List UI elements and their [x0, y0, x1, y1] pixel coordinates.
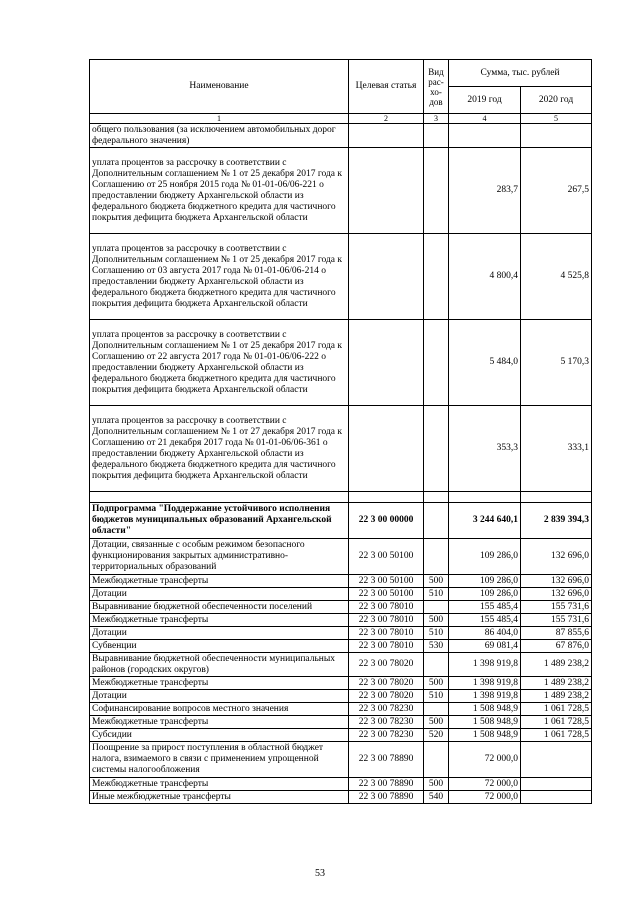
row-expense-type: 500 — [424, 778, 449, 791]
row-sum-2020: 333,1 — [521, 406, 592, 492]
row-target-article: 22 3 00 78890 — [349, 742, 424, 778]
row-expense-type — [424, 503, 449, 539]
row-sum-2020: 4 525,8 — [521, 234, 592, 320]
table-row — [90, 703, 592, 716]
row-sum-2019: 109 286,0 — [449, 539, 521, 575]
row-target-article: 22 3 00 78230 — [349, 716, 424, 729]
row-sum-2019: 155 485,4 — [449, 614, 521, 627]
row-target-article: 22 3 00 00000 — [349, 503, 424, 539]
row-sum-2019: 109 286,0 — [449, 588, 521, 601]
row-sum-2019: 69 081,4 — [449, 640, 521, 653]
row-name: Дотации — [90, 690, 349, 703]
row-sum-2020: 132 696,0 — [521, 539, 592, 575]
row-sum-2020: 1 061 728,5 — [521, 716, 592, 729]
row-name: Межбюджетные трансферты — [90, 716, 349, 729]
row-sum-2019 — [449, 492, 521, 503]
row-sum-2020: 1 489 238,2 — [521, 677, 592, 690]
row-name: общего пользования (за исключением автомобильных дорог федерального значения) — [90, 124, 349, 148]
row-target-article: 22 3 00 78890 — [349, 791, 424, 804]
row-sum-2020 — [521, 124, 592, 148]
row-sum-2019: 86 404,0 — [449, 627, 521, 640]
row-expense-type — [424, 539, 449, 575]
row-name: Дотации, связанные с особым режимом безопасного функционирования закрытых административно-территориальных образований — [90, 539, 349, 575]
row-name: уплата процентов за рассрочку в соответствии с Дополнительным соглашением № 1 от 25 декабря 2017 года к Соглашению от 03 августа 2017 года № 01-01-06/06-214 о предоставлении бюджету Архангельской области из федерального бюджета бюджетного кредита для частичного покрытия дефицита бюджета Архангельской области — [90, 234, 349, 320]
row-target-article — [349, 234, 424, 320]
row-target-article — [349, 124, 424, 148]
row-target-article: 22 3 00 78010 — [349, 640, 424, 653]
row-expense-type: 510 — [424, 690, 449, 703]
row-target-article: 22 3 00 78020 — [349, 690, 424, 703]
row-expense-type — [424, 492, 449, 503]
row-sum-2019: 155 485,4 — [449, 601, 521, 614]
column-number: 5 — [521, 114, 592, 124]
row-sum-2019: 283,7 — [449, 148, 521, 234]
row-expense-type — [424, 124, 449, 148]
row-sum-2019: 3 244 640,1 — [449, 503, 521, 539]
table-row — [90, 148, 592, 234]
row-sum-2019: 1 508 948,9 — [449, 729, 521, 742]
table-row — [90, 539, 592, 575]
row-sum-2019: 72 000,0 — [449, 778, 521, 791]
table-row — [90, 234, 592, 320]
row-target-article: 22 3 00 50100 — [349, 539, 424, 575]
row-sum-2020: 1 061 728,5 — [521, 729, 592, 742]
table-row — [90, 742, 592, 778]
header-name: Наименование — [90, 60, 349, 114]
row-sum-2020: 67 876,0 — [521, 640, 592, 653]
row-target-article — [349, 406, 424, 492]
row-name: Субвенции — [90, 640, 349, 653]
table-row — [90, 614, 592, 627]
table-row — [90, 627, 592, 640]
table-body — [90, 124, 592, 804]
header-target-article: Целевая статья — [349, 60, 424, 114]
row-expense-type — [424, 601, 449, 614]
row-name: уплата процентов за рассрочку в соответствии с Дополнительным соглашением № 1 от 27 декабря 2017 года к Соглашению от 21 декабря 2017 года № 01-01-06/06-361 о предоставлении бюджету Архангельской области из федерального бюджета бюджетного кредита для частичного покрытия дефицита бюджета Архангельской области — [90, 406, 349, 492]
row-sum-2020: 1 489 238,2 — [521, 690, 592, 703]
row-expense-type — [424, 406, 449, 492]
row-sum-2020: 155 731,6 — [521, 614, 592, 627]
row-sum-2019: 72 000,0 — [449, 742, 521, 778]
row-sum-2020: 5 170,3 — [521, 320, 592, 406]
row-sum-2019: 5 484,0 — [449, 320, 521, 406]
row-expense-type — [424, 653, 449, 677]
column-number: 3 — [424, 114, 449, 124]
row-sum-2019: 1 508 948,9 — [449, 703, 521, 716]
column-number: 2 — [349, 114, 424, 124]
row-sum-2020: 2 839 394,3 — [521, 503, 592, 539]
row-sum-2020: 132 696,0 — [521, 575, 592, 588]
row-name — [90, 492, 349, 503]
table-row — [90, 320, 592, 406]
row-sum-2019: 4 800,4 — [449, 234, 521, 320]
row-name: Межбюджетные трансферты — [90, 614, 349, 627]
row-name: Подпрограмма "Поддержание устойчивого исполнения бюджетов муниципальных образований Архангельской области" — [90, 503, 349, 539]
table-row — [90, 640, 592, 653]
row-expense-type: 500 — [424, 575, 449, 588]
table-row — [90, 791, 592, 804]
row-name: Софинансирование вопросов местного значения — [90, 703, 349, 716]
row-sum-2020 — [521, 791, 592, 804]
row-name: Выравнивание бюджетной обеспеченности поселений — [90, 601, 349, 614]
header-year-2020: 2020 год — [521, 87, 592, 114]
header-sum: Сумма, тыс. рублей — [449, 60, 592, 87]
row-name: уплата процентов за рассрочку в соответствии с Дополнительным соглашением № 1 от 25 декабря 2017 года к Соглашению от 25 ноября 2015 года № 01-01-06/06-221 о предоставлении бюджету Архангельской области из федерального бюджета бюджетного кредита для частичного покрытия дефицита бюджета Архангельской области — [90, 148, 349, 234]
row-name: Дотации — [90, 588, 349, 601]
row-sum-2019: 1 398 919,8 — [449, 677, 521, 690]
row-target-article: 22 3 00 78010 — [349, 614, 424, 627]
row-expense-type — [424, 148, 449, 234]
row-target-article — [349, 148, 424, 234]
row-target-article: 22 3 00 78010 — [349, 601, 424, 614]
row-target-article: 22 3 00 50100 — [349, 575, 424, 588]
row-sum-2019 — [449, 124, 521, 148]
row-target-article: 22 3 00 78020 — [349, 653, 424, 677]
row-sum-2020 — [521, 492, 592, 503]
column-number: 4 — [449, 114, 521, 124]
row-expense-type: 510 — [424, 627, 449, 640]
row-expense-type — [424, 234, 449, 320]
row-name: Выравнивание бюджетной обеспеченности муниципальных районов (городских округов) — [90, 653, 349, 677]
row-target-article — [349, 320, 424, 406]
row-sum-2020: 155 731,6 — [521, 601, 592, 614]
row-target-article: 22 3 00 78890 — [349, 778, 424, 791]
header-year-2019: 2019 год — [449, 87, 521, 114]
row-sum-2019: 1 398 919,8 — [449, 690, 521, 703]
page-number: 53 — [315, 868, 325, 879]
row-name: Межбюджетные трансферты — [90, 575, 349, 588]
row-expense-type: 500 — [424, 614, 449, 627]
row-sum-2019: 109 286,0 — [449, 575, 521, 588]
row-target-article: 22 3 00 78020 — [349, 677, 424, 690]
row-sum-2020: 87 855,6 — [521, 627, 592, 640]
column-number: 1 — [90, 114, 349, 124]
table-row — [90, 677, 592, 690]
row-expense-type: 500 — [424, 716, 449, 729]
table-row — [90, 716, 592, 729]
row-name: Субсидии — [90, 729, 349, 742]
row-sum-2019: 353,3 — [449, 406, 521, 492]
row-sum-2020 — [521, 778, 592, 791]
row-target-article: 22 3 00 78230 — [349, 703, 424, 716]
row-name: уплата процентов за рассрочку в соответствии с Дополнительным соглашением № 1 от 25 декабря 2017 года к Соглашению от 22 августа 2017 года № 01-01-06/06-222 о предоставлении бюджету Архангельской области из федерального бюджета бюджетного кредита для частичного покрытия дефицита бюджета Архангельской области — [90, 320, 349, 406]
row-sum-2020: 132 696,0 — [521, 588, 592, 601]
row-sum-2020: 267,5 — [521, 148, 592, 234]
row-target-article — [349, 492, 424, 503]
table-row — [90, 778, 592, 791]
header-expense-type: Вид рас-хо-дов — [424, 60, 449, 114]
row-sum-2020: 1 061 728,5 — [521, 703, 592, 716]
row-sum-2019: 1 398 919,8 — [449, 653, 521, 677]
table-row — [90, 653, 592, 677]
table-row — [90, 406, 592, 492]
row-expense-type: 540 — [424, 791, 449, 804]
table-row — [90, 601, 592, 614]
table-row — [90, 588, 592, 601]
row-expense-type — [424, 742, 449, 778]
row-expense-type: 520 — [424, 729, 449, 742]
row-sum-2019: 1 508 948,9 — [449, 716, 521, 729]
row-expense-type: 530 — [424, 640, 449, 653]
row-name: Поощрение за прирост поступления в областной бюджет налога, взимаемого в связи с применением упрощенной системы налогообложения — [90, 742, 349, 778]
row-name: Дотации — [90, 627, 349, 640]
row-target-article: 22 3 00 50100 — [349, 588, 424, 601]
row-sum-2020 — [521, 742, 592, 778]
row-expense-type: 510 — [424, 588, 449, 601]
table-row — [90, 729, 592, 742]
row-expense-type — [424, 320, 449, 406]
table-row — [90, 503, 592, 539]
row-target-article: 22 3 00 78230 — [349, 729, 424, 742]
row-name: Межбюджетные трансферты — [90, 677, 349, 690]
table-row — [90, 492, 592, 503]
row-target-article: 22 3 00 78010 — [349, 627, 424, 640]
row-sum-2019: 72 000,0 — [449, 791, 521, 804]
row-name: Межбюджетные трансферты — [90, 778, 349, 791]
row-expense-type: 500 — [424, 677, 449, 690]
table-row — [90, 124, 592, 148]
row-sum-2020: 1 489 238,2 — [521, 653, 592, 677]
budget-table — [89, 59, 592, 804]
row-expense-type — [424, 703, 449, 716]
table-row — [90, 690, 592, 703]
row-name: Иные межбюджетные трансферты — [90, 791, 349, 804]
table-row — [90, 575, 592, 588]
